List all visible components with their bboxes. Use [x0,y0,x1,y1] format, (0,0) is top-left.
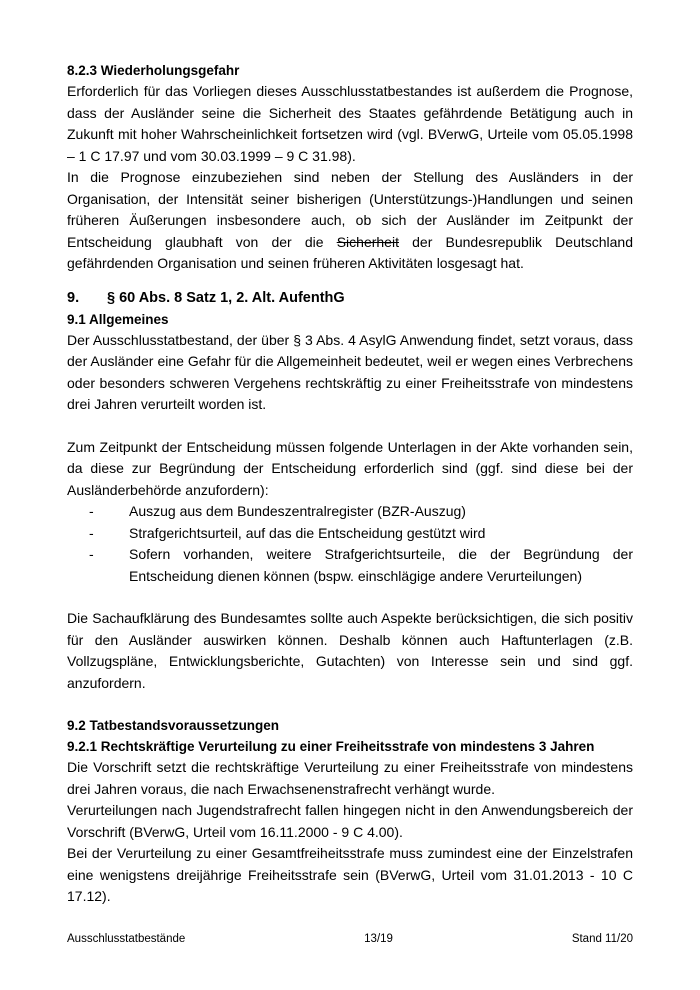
list-item-text: Sofern vorhanden, weitere Strafgerichtsurteile, die der Begründung der Entscheidung dienen können (bspw. einschlägige andere Verurteilungen) [129,546,633,584]
list-item-text: Strafgerichtsurteil, auf das die Entscheidung gestützt wird [129,524,486,541]
list-item-text: Auszug aus dem Bundeszentralregister (BZR-Auszug) [129,503,466,519]
dash-bullet: - [89,546,94,562]
text-run: In die Prognose einzubeziehen sind neben der Stellung des Ausländers in der Organisation, der Intensität seiner bisherigen (Unterstützungs-)Handlungen und seinen früheren Äußerungen insbesondere auch, ob sich der Ausländer im Zeitpunkt der Entscheidung glaubhaft von der die [67,169,633,250]
dash-bullet: - [89,524,94,541]
text-run: der Bundesrepublik Deutschland gefährdenden Organisation und seinen früheren Aktivitäten losgesagt hat. [67,233,633,271]
paragraph: Bei der Verurteilung zu einer Gesamtfreiheitsstrafe muss zumindest eine der Einzelstrafen eine wenigstens dreijährige Freiheitsstrafe sein (BVerwG, Urteil vom 31.01.2013 - 10 C 17.12). [67,845,633,904]
list-item [67,501,633,523]
list-item [67,523,633,545]
paragraph: Der Ausschlusstatbestand, der über § 3 Abs. 4 AsylG Anwendung findet, setzt voraus, dass der Ausländer eine Gefahr für die Allgemeinheit bedeutet, weil er wegen eines Verbrechens oder besonders schweren Vergehens rechtskräftig zu einer Freiheitsstrafe von mindestens drei Jahren verurteilt worden ist. [67,331,633,412]
list-item [67,544,633,587]
paragraph: Die Sachaufklärung des Bundesamtes sollte auch Aspekte berücksichtigen, die sich positiv für den Ausländer auswirken können. Deshalb können auch Haftunterlagen (z.B. Vollzugspläne, Entwicklungsberichte, Gutachten) von Interesse sein und sind ggf. anzufordern. [67,610,633,691]
paragraph: Zum Zeitpunkt der Entscheidung müssen folgende Unterlagen in der Akte vorhanden sein, da diese zur Begründung der Entscheidung erforderlich sind (ggf. sind diese bei der Ausländerbehörde anzufordern): [67,438,633,498]
dash-bullet: - [89,503,94,519]
heading-9 [67,287,633,309]
footer-date: Stand 11/20 [571,933,633,945]
heading-9-2: 9.2 Tatbestandsvoraussetzungen [67,718,280,733]
paragraph [67,167,633,275]
paragraph: Verurteilungen nach Jugendstrafrecht fallen hingegen nicht in den Anwendungsbereich der Vorschrift (BVerwG, Urteil vom 16.11.2000 - 9 C 4.00). [67,802,633,840]
page-number: 13/19 [364,933,393,945]
struck-text: Sicherheit [336,233,399,250]
document-page [67,60,633,908]
heading-9-1: 9.1 Allgemeines [67,311,169,327]
document-list [67,501,633,587]
footer-title: Ausschlusstatbestände [67,933,186,945]
paragraph: Die Vorschrift setzt die rechtskräftige Verurteilung zu einer Freiheitsstrafe von mindestens drei Jahren voraus, die nach Erwachsenenstrafrecht verhängt wurde. [67,759,633,797]
heading-8-2-3: 8.2.3 Wiederholungsgefahr [67,63,240,78]
heading-9-2-1: 9.2.1 Rechtskräftige Verurteilung zu einer Freiheitsstrafe von mindestens 3 Jahren [67,739,595,754]
section-number: 9. [67,289,80,306]
page-footer [67,933,633,945]
section-title: § 60 Abs. 8 Satz 1, 2. Alt. AufenthG [107,289,345,306]
paragraph: Erforderlich für das Vorliegen dieses Ausschlusstatbestandes ist außerdem die Prognose, dass der Ausländer seine die Sicherheit des Staates gefährdende Betätigung auch in Zukunft mit hoher Wahrscheinlichkeit fortsetzen wird (vgl. BVerwG, Urteile vom 05.05.1998 – 1 C 17.97 und vom 30.03.1999 – 9 C 31.98). [67,83,633,164]
